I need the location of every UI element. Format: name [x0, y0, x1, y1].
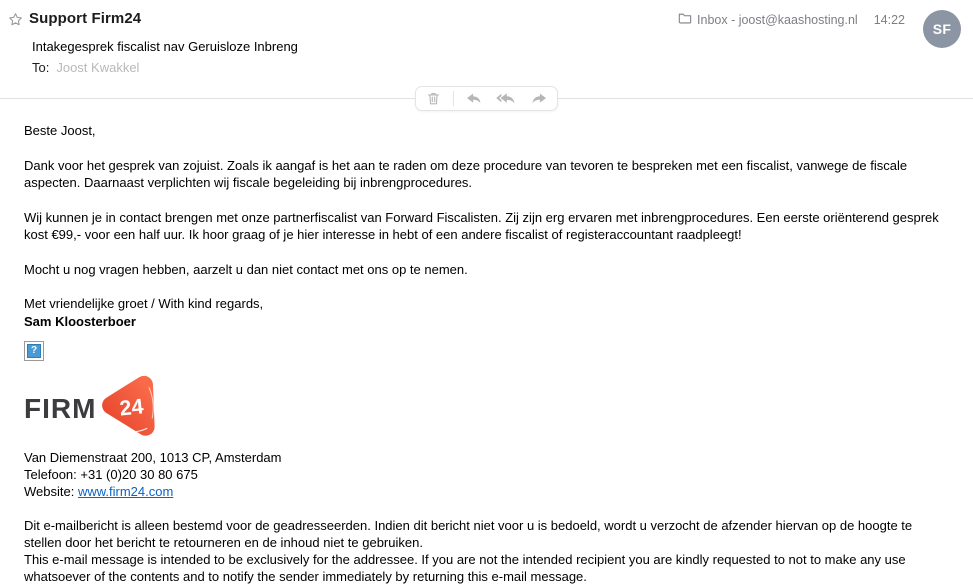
closing-text: Met vriendelijke groet / With kind regards, — [24, 296, 264, 311]
reply-all-icon[interactable] — [495, 90, 518, 107]
logo-badge-icon — [98, 374, 162, 445]
sender-name: Support Firm24 — [29, 10, 142, 27]
to-label: To: — [32, 60, 50, 75]
toolbar-pill — [415, 86, 558, 111]
disclaimer-nl: Dit e-mailbericht is alleen bestemd voor de geadresseerden. Indien dit bericht niet voor u is bedoeld, wordt u verzocht de afzender hiervan op de hoogte te stellen door het bericht te retourneren en de inhoud niet te gebruiken. — [24, 518, 913, 550]
svg-text:24: 24 — [118, 393, 146, 421]
signature-address-block — [24, 449, 951, 500]
toolbar-divider — [453, 91, 454, 106]
firm24-logo — [24, 375, 951, 443]
logo-wordmark: FIRM — [24, 393, 97, 425]
trash-icon[interactable] — [425, 90, 442, 107]
greeting: Beste Joost, — [24, 123, 96, 138]
disclaimer-en: This e-mail message is intended to be exclusively for the addressee. If you are not the intended recipient you are kindly requested to not to make any use whatsoever of the contents and to notify the sender immediately by returning this e-mail message. — [24, 552, 906, 584]
signature-address: Van Diemenstraat 200, 1013 CP, Amsterdam — [24, 450, 282, 465]
mailbox-label: Inbox - joost@kaashosting.nl — [697, 13, 858, 27]
avatar: SF — [923, 10, 961, 48]
closing-block — [24, 295, 951, 330]
message-header — [0, 0, 973, 75]
paragraph-2: Wij kunnen je in contact brengen met onze partnerfiscalist van Forward Fiscalisten. Zij zijn erg ervaren met inbrengprocedures. Een eerste oriënterend gesprek kost €99,- voor een half uur. Ik hoor graag of je hier interesse in hebt of een andere fiscalist of registeraccountant raadpleegt! — [24, 209, 939, 242]
folder-icon — [678, 11, 692, 29]
paragraph-3: Mocht u nog vragen hebben, aarzelt u dan niet contact met ons op te nemen. — [24, 261, 468, 277]
website-label: Website: — [24, 484, 75, 499]
paragraph-1: Dank voor het gesprek van zojuist. Zoals ik aangaf is het aan te raden om deze procedure van tevoren te bespreken met een fiscalist, vanwege de fiscale aspecten. Daarnaast verplichten wij fiscale begeleiding bij inbrengprocedures. — [24, 157, 908, 190]
website-link[interactable]: www.firm24.com — [77, 484, 174, 499]
signature-phone: Telefoon: +31 (0)20 30 80 675 — [24, 467, 198, 482]
star-flag-icon[interactable] — [8, 12, 23, 32]
disclaimer-block — [24, 517, 951, 585]
message-toolbar — [0, 86, 973, 112]
message-subject: Intakegesprek fiscalist nav Geruisloze Inbreng — [32, 39, 298, 54]
message-time: 14:22 — [873, 13, 905, 27]
reply-icon[interactable] — [465, 90, 484, 107]
recipient-name[interactable]: Joost Kwakkel — [56, 60, 140, 75]
signature-name: Sam Kloosterboer — [24, 313, 136, 329]
forward-icon[interactable] — [529, 90, 548, 107]
broken-image-icon: ? — [24, 341, 44, 361]
recipient-line — [32, 60, 959, 75]
message-body — [0, 112, 973, 585]
signature-website-line — [24, 483, 951, 500]
